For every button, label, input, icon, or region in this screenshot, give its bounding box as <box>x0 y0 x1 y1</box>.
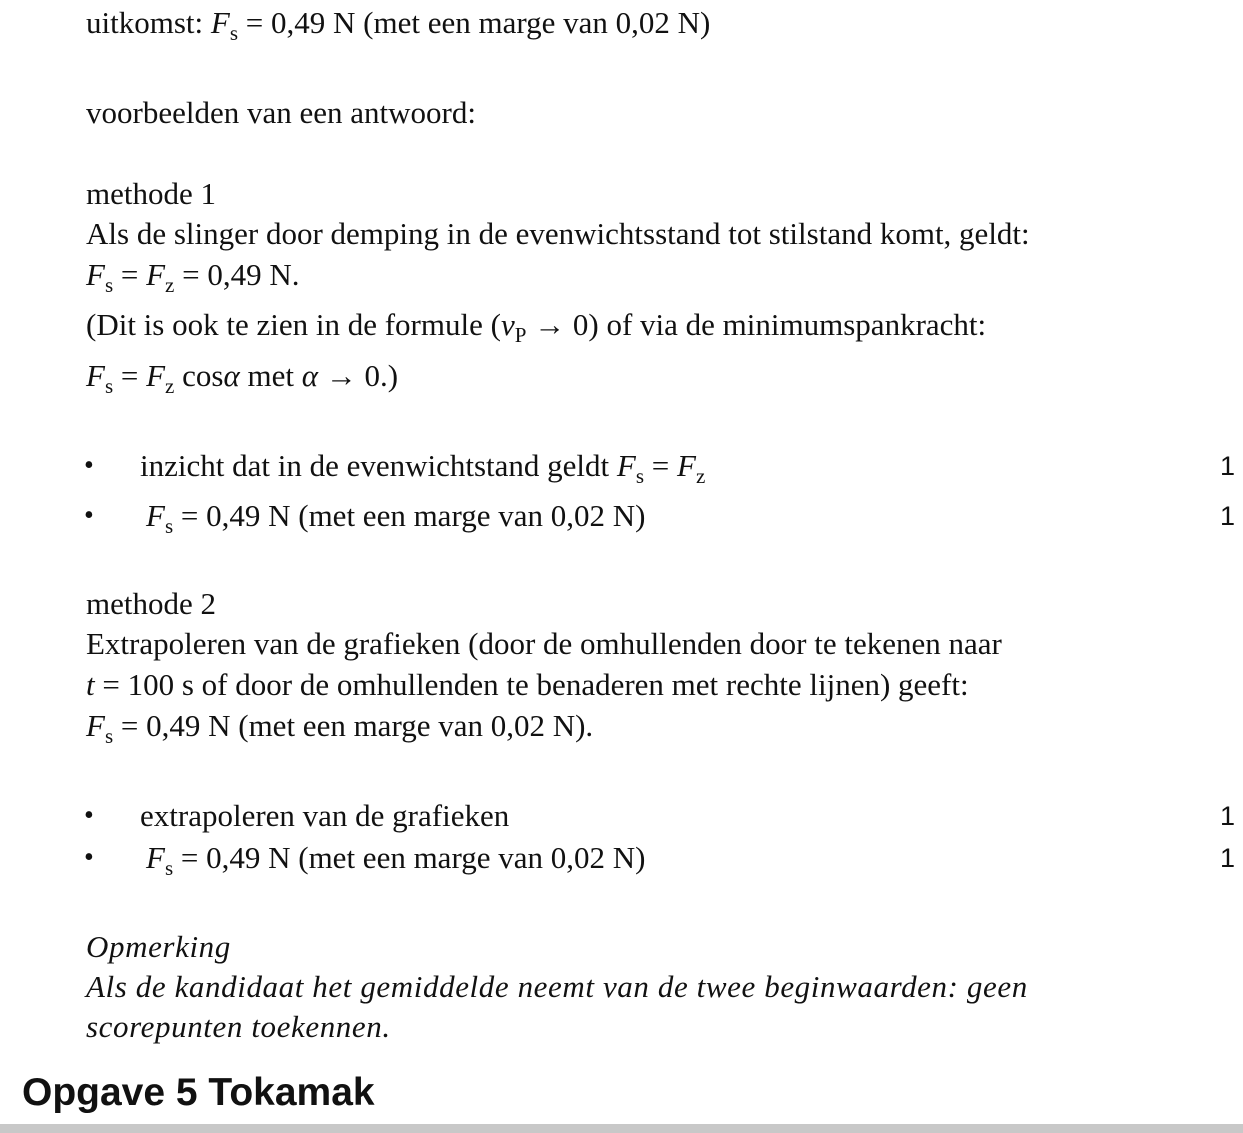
page-divider <box>0 1124 1243 1133</box>
m1-t3-s1: s <box>104 374 114 398</box>
bullet: • <box>84 500 94 531</box>
result-symbol: F <box>210 5 230 40</box>
m2-t-eq: = 100 s <box>102 667 194 702</box>
m1-t3-op: = <box>120 358 139 393</box>
m1-t3-cos: cos <box>182 358 224 393</box>
method2-text3 <box>86 706 593 746</box>
m1-text2-before: (Dit is ook te zien in de formule ( <box>86 307 501 342</box>
m1-eq-f1: F <box>86 257 105 292</box>
bullet: • <box>84 842 94 873</box>
m2-t: t <box>86 667 95 702</box>
m1-c1-f2: F <box>677 448 696 483</box>
method2-text2 <box>86 665 969 705</box>
result-line <box>86 3 710 43</box>
m1-text2-arrow: → 0 <box>534 307 589 342</box>
m1-c1-score: 1 <box>1219 451 1235 481</box>
m1-eq-s2: z <box>165 273 175 297</box>
section-heading: Opgave 5 Tokamak <box>22 1071 375 1114</box>
method1-equation <box>86 255 300 295</box>
result-symbol-sub: s <box>229 21 239 45</box>
m1-c2-text: = 0,49 N (met een marge van 0,02 N) <box>180 498 646 533</box>
m1-t3-f2: F <box>146 358 166 393</box>
m1-c1-op: = <box>651 448 670 483</box>
m1-text2-after: ) of via de minimumspankracht: <box>588 307 987 342</box>
method1-title: methode 1 <box>86 176 216 211</box>
m2-criterion-1: extrapoleren van de grafieken <box>140 798 510 833</box>
m1-c1-s2: z <box>695 464 706 488</box>
result-value: = 0,49 N <box>245 5 356 40</box>
m1-criterion-1 <box>140 446 705 486</box>
m2-t3-rest: = 0,49 N (met een marge van 0,02 N). <box>120 708 594 743</box>
m1-eq-f2: F <box>146 257 166 292</box>
m1-eq-s1: s <box>104 273 114 297</box>
m1-text2-v: v <box>500 307 515 342</box>
m1-criterion-2 <box>146 496 645 536</box>
m2-c2-score: 1 <box>1219 843 1235 873</box>
m1-t3-alpha: α <box>223 358 240 393</box>
method1-text2 <box>86 305 986 345</box>
m1-eq-rest: = 0,49 N. <box>182 257 300 292</box>
m2-text2-rest: of door de omhullenden te benaderen met rechte lijnen) geeft: <box>201 667 969 702</box>
m1-c1-f1: F <box>616 448 636 483</box>
bullet: • <box>84 800 94 831</box>
remark-line1: Als de kandidaat het gemiddelde neemt van de twee beginwaarden: geen <box>86 969 1028 1004</box>
result-label: uitkomst: <box>86 5 204 40</box>
method2-title: methode 2 <box>86 586 216 621</box>
remark-title: Opmerking <box>86 929 231 964</box>
m1-c2-score: 1 <box>1219 501 1235 531</box>
remark-line2: scorepunten toekennen. <box>86 1009 391 1044</box>
m2-t3-s: s <box>104 724 114 748</box>
m1-text2-vsub: P <box>514 323 527 347</box>
m2-criterion-2 <box>146 838 645 878</box>
result-margin: (met een marge van 0,02 N) <box>363 5 711 40</box>
method1-text1: Als de slinger door demping in de evenwichtsstand tot stilstand komt, geldt: <box>86 216 1030 251</box>
m1-t3-alpha2: α <box>301 358 319 393</box>
m2-c1-score: 1 <box>1219 801 1235 831</box>
m1-c2-s: s <box>164 514 174 538</box>
m1-c1-s1: s <box>635 464 645 488</box>
m2-t3-f: F <box>86 708 105 743</box>
m1-t3-arrow: → 0.) <box>325 358 399 393</box>
m2-c2-f: F <box>146 840 165 875</box>
m1-t3-f1: F <box>86 358 105 393</box>
m2-c2-s: s <box>164 856 174 880</box>
m1-eq-op1: = <box>120 257 139 292</box>
method1-text3 <box>86 356 398 396</box>
m1-c1-text: inzicht dat in de evenwichtstand geldt <box>140 448 610 483</box>
m1-c2-f: F <box>146 498 165 533</box>
m1-t3-met: met <box>247 358 294 393</box>
bullet: • <box>84 450 94 481</box>
examples-title: voorbeelden van een antwoord: <box>86 95 476 130</box>
m2-c2-text: = 0,49 N (met een marge van 0,02 N) <box>180 840 646 875</box>
method2-text1: Extrapoleren van de grafieken (door de omhullenden door te tekenen naar <box>86 626 1002 661</box>
m1-t3-s2: z <box>165 374 175 398</box>
